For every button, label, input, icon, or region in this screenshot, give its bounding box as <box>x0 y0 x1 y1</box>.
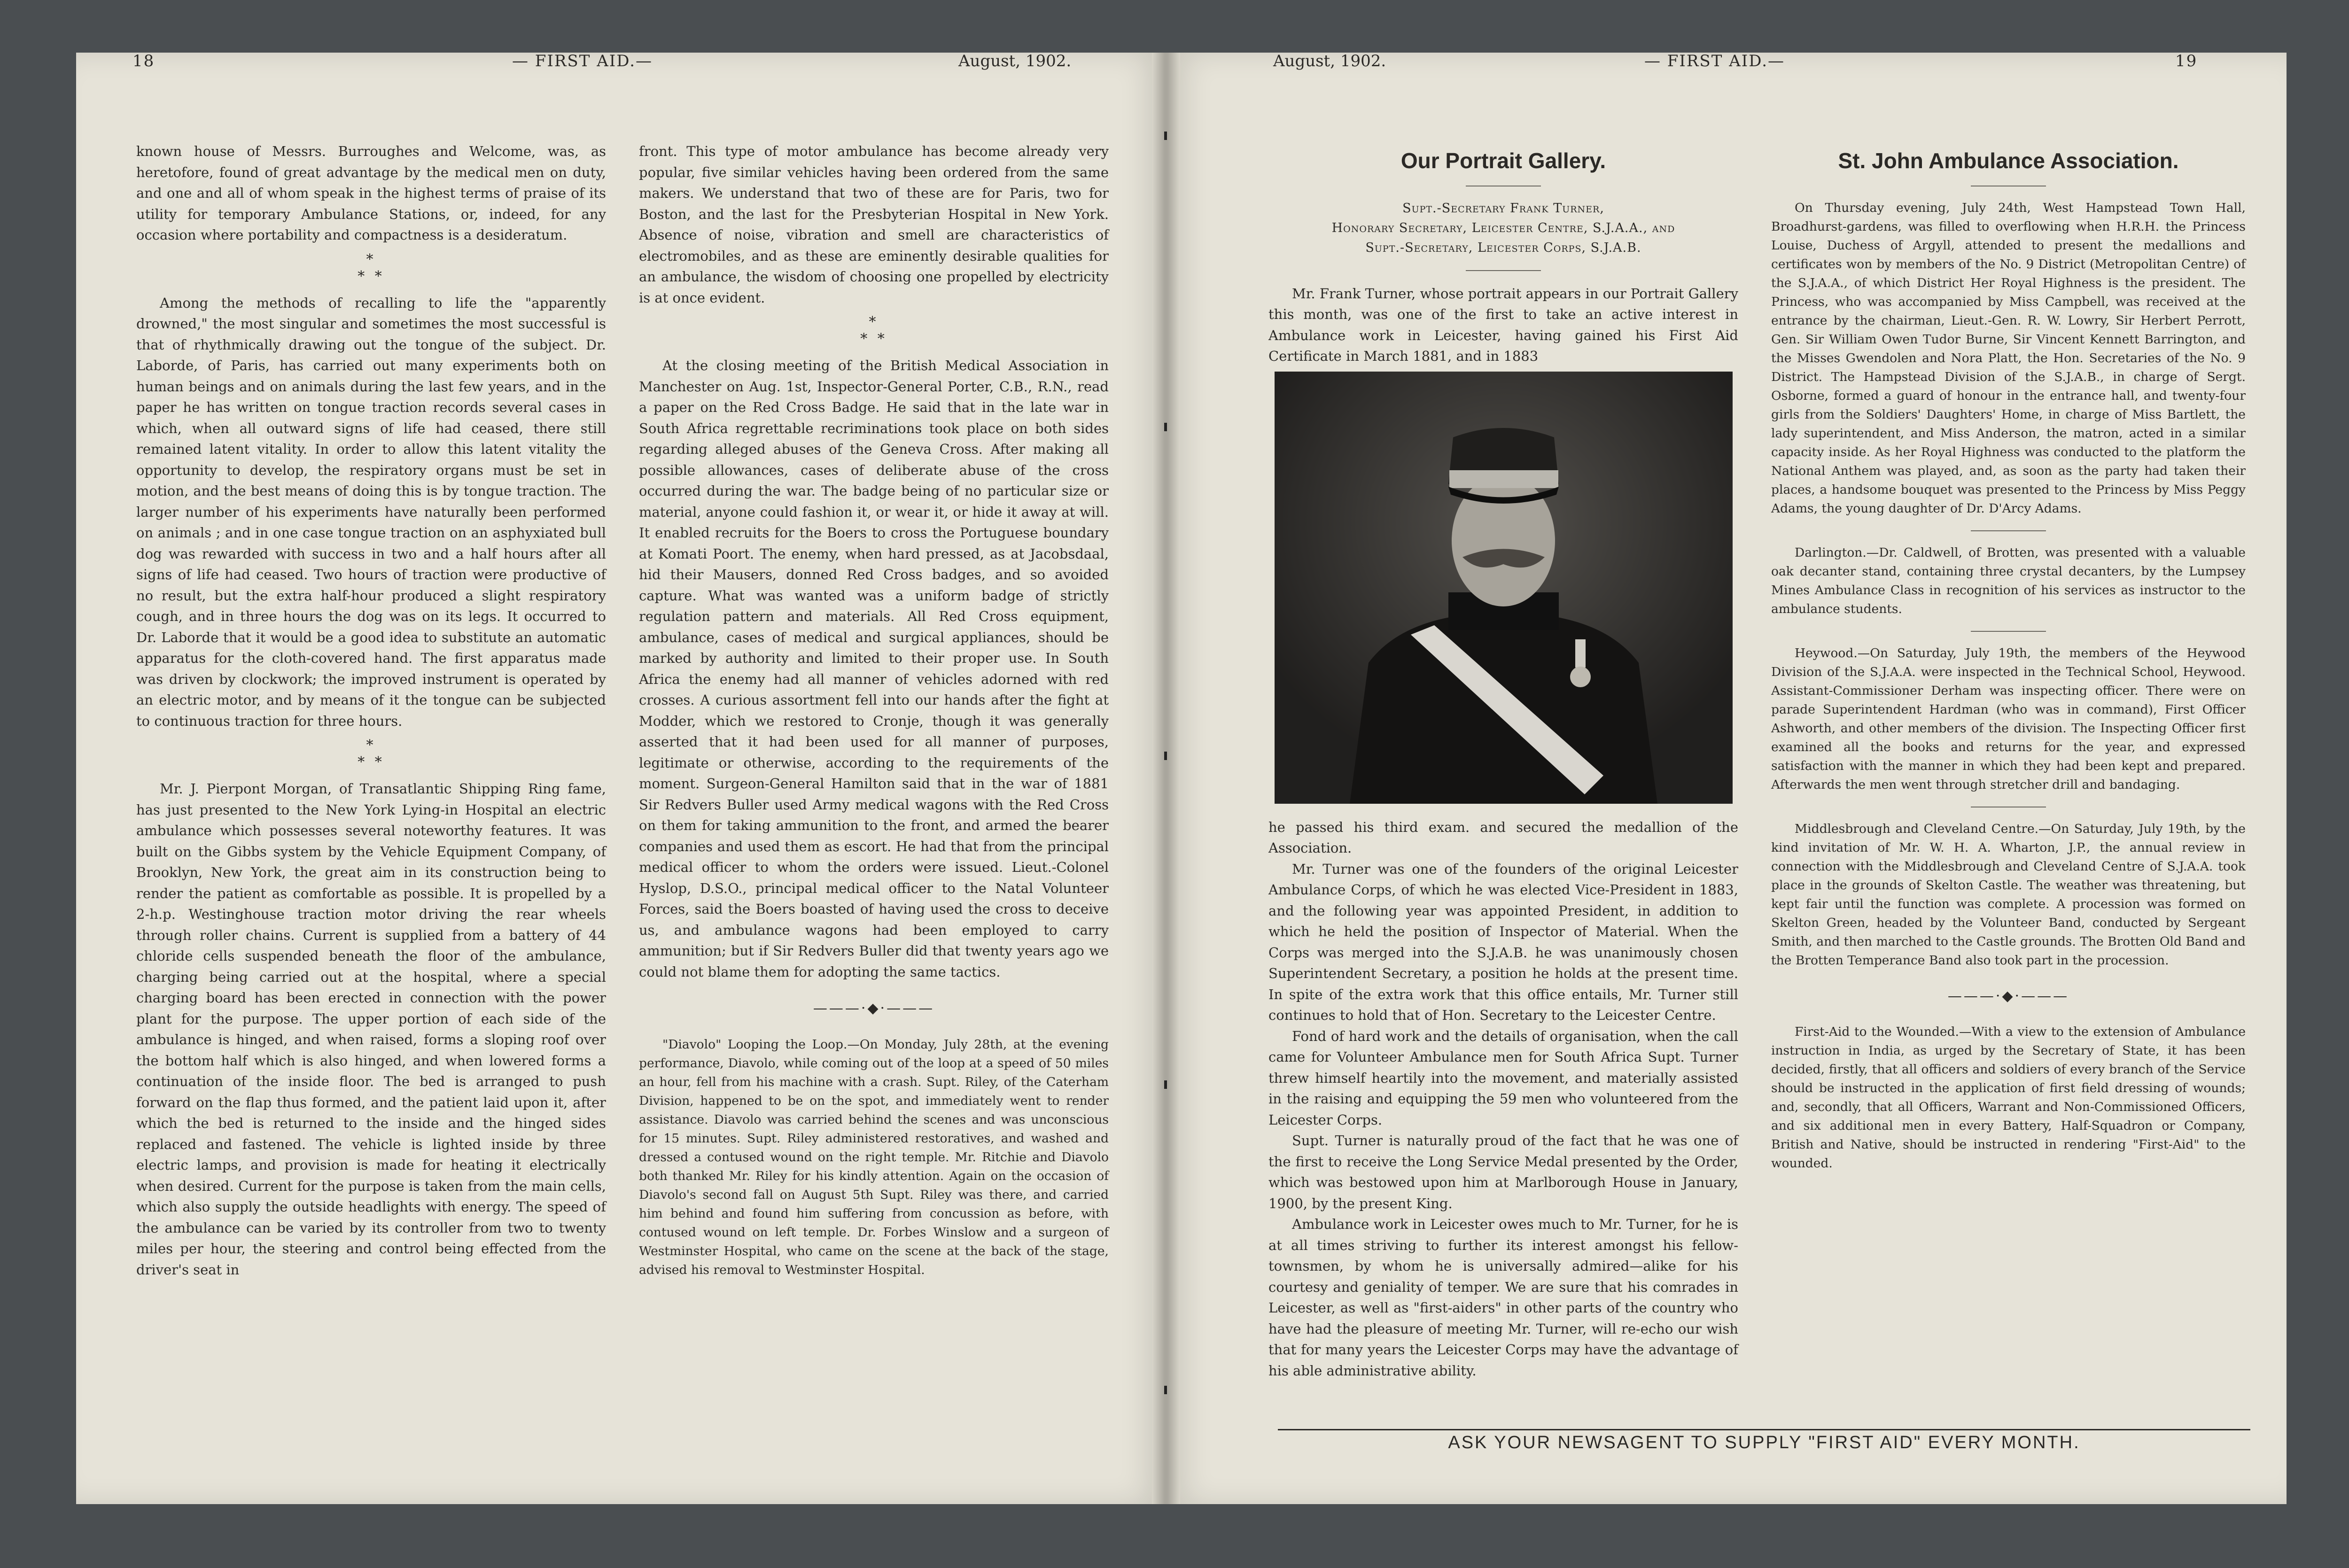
binding-mark <box>1164 752 1167 760</box>
right-running-title: — FIRST AID.— <box>1644 52 1785 70</box>
portrait-illustration <box>1275 372 1733 804</box>
left-column-2 <box>639 141 1109 1280</box>
article-paragraph: front. This type of motor ambulance has become already very popular, five similar vehicles having been ordered from the same makers. We understand that two of these are for Paris, two for Boston, and the last for the Presbyterian Hospital in New York. Absence of noise, vibration and smell are characteristics of electromobiles, and as these are eminently desirable qualities for an ambulance, the wisdom of choosing one propelled by electricity is at once evident. <box>639 143 1109 306</box>
left-running-title: — FIRST AID.— <box>512 52 653 70</box>
gallery-intro: Mr. Frank Turner, whose portrait appears in our Portrait Gallery this month, was one of the first to take an active interest in Ambulance work in Leicester, having gained his First Aid Certificate in March 1881, and in 1883 <box>1268 285 1738 364</box>
portrait-gallery-title: Our Portrait Gallery. <box>1400 148 1606 173</box>
divider <box>1971 530 2046 531</box>
section-stars: * * * <box>358 251 385 285</box>
gallery-body: he passed his third exam. and secured the medallion of the Association. <box>1268 819 1738 856</box>
section-ornament: ———·◆·——— <box>1947 987 2069 1004</box>
gallery-subtitle-3: Supt.-Secretary, Leicester Corps, S.J.A.B. <box>1365 240 1641 255</box>
gallery-subtitle-2: Honorary Secretary, Leicester Centre, S.J.A.A., and <box>1331 220 1675 235</box>
footer-advert: ASK YOUR NEWSAGENT TO SUPPLY "FIRST AID" EVERY MONTH. <box>1448 1433 2080 1452</box>
sja-paragraph: On Thursday evening, July 24th, West Hampstead Town Hall, Broadhurst-gardens, was filled to overflowing when H.R.H. the Princess Louise, Duchess of Argyll, attended to present the medallions and certificates won by members of the No. 9 District (Metropolitan Centre) of the S.J.A.A., of which District Her Royal Highness is the president. The Princess, who was accompanied by Miss Campbell, was received at the entrance by the chairman, Lieut.-Gen. R. W. Lowry, Sir Herbert Perrott, Gen. Sir William Owen Tudor Burne, Sir Vincent Kennett Barrington, and the Misses Gwendolen and Nora Platt, the Hon. Secretaries of the No. 9 District. The Hampstead Division of the S.J.A.B., in charge of Sergt. Osborne, formed a guard of honour in the entrance hall, and twenty-four girls from the Soldiers' Daughters' Home, in charge of Miss Bartlett, the lady superintendent, and Miss Anderson, the matron, acted in a similar capacity inside. As her Royal Highness was conducted to the platform the National Anthem was played, and, as soon as the party had taken their places, a handsome bouquet was presented to the Princess by Miss Peggy Adams, the young daughter of Dr. D'Arcy Adams. <box>1771 200 2246 516</box>
gallery-body: Fond of hard work and the details of organisation, when the call came for Volunteer Ambulance men for South Africa Supt. Turner threw himself heartily into the movement, and materially assisted in the raising and equipping the 59 men who volunteered from the Leicester Corps. <box>1268 1028 1738 1128</box>
gallery-body: Ambulance work in Leicester owes much to Mr. Turner, for he is at all times striving to further its interest amongst his fellow-townsmen, by whom he is universally admired—alike for his courtesy and geniality of temper. We are sure that his comrades in Leicester, as well as "first-aiders" in other parts of the country who have had the pleasure of meeting Mr. Turner, will re-echo our wish that for many years the Leicester Corps may have the advantage of his able administrative ability. <box>1268 1216 1738 1379</box>
section-stars: * * * <box>358 737 385 770</box>
binding-mark <box>1164 132 1167 140</box>
section-stars: * * * <box>860 314 887 347</box>
portrait-photo <box>1275 372 1733 804</box>
left-date: August, 1902. <box>958 52 1072 70</box>
article-tongue-traction: Among the methods of recalling to life the "apparently drowned," the most singular and sometimes the most successful is that of rhythmically drawing out the tongue of the subject. Dr. Laborde, of Paris, has carried out many experiments both on human beings and on animals during the last few years, and in the paper he has written on tongue traction records several cases in which, when all outward signs of life had ceased, there still remained latent vitality. In order to allow this latent vitality the opportunity to develop, the respiratory organs must be set in motion, and the best means of doing this is by tongue traction. The larger number of his experiments have naturally been performed on animals ; and in one case tongue traction on an asphyxiated bull dog was rewarded with success in two and a half hours after all signs of life had ceased. Two hours of traction were productive of no result, but the extra half-hour produced a slight respiratory cough, and in three hours the dog was on its legs. It occurred to Dr. Laborde that it would be a good idea to substitute an automatic apparatus for the cloth-covered hand. The first apparatus made was driven by clockwork; the improved instrument is operated by an electric motor, and by means of it the tongue can be subjected to continuous traction for three hours. <box>136 295 606 729</box>
book-gutter <box>1152 53 1180 1504</box>
portrait-gallery-column <box>1268 150 1738 1381</box>
divider <box>1466 270 1541 271</box>
article-paragraph: known house of Messrs. Burroughes and Welcome, was, as heretofore, found of great advantage by the medical men on duty, and one and all of whom speak in the highest terms of praise of its utility for temporary Ambulance Stations, or, indeed, for any occasion where portability and compactness is a desideratum. <box>136 143 606 243</box>
binding-mark <box>1164 1080 1167 1089</box>
sja-title: St. John Ambulance Association. <box>1838 148 2179 173</box>
sja-darlington: Darlington.—Dr. Caldwell, of Brotten, was presented with a valuable oak decanter stand, containing three crystal decanters, by the Lumpsey Mines Ambulance Class in recognition of his services as instructor to the ambulance students. <box>1771 545 2246 616</box>
gallery-subtitle-1: Supt.-Secretary Frank Turner, <box>1402 201 1604 216</box>
article-electric-ambulance: Mr. J. Pierpont Morgan, of Transatlantic Shipping Ring fame, has just presented to the New York Lying-in Hospital an electric ambulance which possesses several noteworthy features. It was built on the Gibbs system by the Vehicle Equipment Company, of Brooklyn, New York, the great aim in its construction being to render the patient as comfortable as possible. It is propelled by a 2-h.p. Westinghouse traction motor driving the rear wheels through roller chains. Current is supplied from a battery of 44 chloride cells suspended beneath the floor of the ambulance, charging being carried out at the hospital, where a special charging board has been erected in connection with the power plant for the purpose. The upper portion of each side of the ambulance is hinged, and when raised, forms a sloping roof over the bottom half which is also hinged, and when lowered forms a continuation of the inside floor. The bed is arranged to push forward on the flap thus formed, and the patient laid upon it, after which the bed is returned to the inside and the hinged sides replaced and fastened. The vehicle is lighted inside by three electric lamps, and provision is made for heating it electrically when desired. Current for the purpose is taken from the main cells, which also supply the outside headlights with energy. The speed of the ambulance can be varied by its controller from two to twenty miles per hour, the steering and control being effected from the driver's seat in <box>136 781 606 1278</box>
gallery-body: Supt. Turner is naturally proud of the fact that he was one of the first to receive the Long Service Medal presented by the Order, which was bestowed upon him at Marlborough House in January, 1900, by the present King. <box>1268 1133 1738 1211</box>
article-red-cross-badge: At the closing meeting of the British Medical Association in Manchester on Aug. 1st, Inspector-General Porter, C.B., R.N., read a paper on the Red Cross Badge. He said that in the late war in South Africa regrettable recriminations took place on both sides regarding alleged abuses of the Geneva Cross. After making all possible allowances, cases of deliberate abuse of the cross occurred during the war. The badge being of no particular size or material, anyone could fashion it, or wear it, or hide it away at will. It enabled recruits for the Boers to cross the Portuguese boundary at Komati Poort. The enemy, when hard pressed, as at Jacobsdaal, hid their Mausers, donned Red Cross badges, and so avoided capture. What was wanted was a uniform badge of strictly regulation pattern and materials. All Red Cross equipment, ambulance, cases of medical and surgical appliances, should be marked by authority and limited to their proper use. In South Africa the enemy had all manner of vehicles adorned with red crosses. A curious assortment fell into our hands after the fight at Modder, which we restored to Cronje, though it was generally asserted that it had been used for all manner of purposes, legitimate or otherwise, according to the requirements of the moment. Surgeon-General Hamilton said that in the war of 1881 Sir Redvers Buller used Army medical wagons with the Red Cross on them for taking ammunition to the front, and armed the bearer companies and used them as escort. He had that from the principal medical officer to whom the orders were issued. Lieut.-Colonel Hyslop, D.S.O., principal medical officer to the Natal Volunteer Forces, said the Boers boasted of having used the cross to deceive us, and ambulance wagons had been employed to carry ammunition; but if Sir Redvers Buller did that twenty years ago we could not blame them for adopting the same tactics. <box>639 357 1109 980</box>
sja-column <box>1771 150 2246 1173</box>
footer-rule <box>1278 1429 2250 1430</box>
left-column-1 <box>136 141 606 1280</box>
sja-heywood: Heywood.—On Saturday, July 19th, the members of the Heywood Division of the S.J.A.A. were inspected in the Technical School, Heywood. Assistant-Commissioner Derham was inspecting officer. There were on parade Superintendent Hardman (who was in command), First Officer Ashworth, and other members of the division. The Inspecting Officer first examined all the books and returns for the year, and expressed satisfaction with the manner in which they had been kept and prepared. Afterwards the men went through stretcher drill and bandaging. <box>1771 645 2246 792</box>
right-page-number: 19 <box>2175 52 2198 70</box>
left-page-number: 18 <box>132 52 155 70</box>
right-date: August, 1902. <box>1273 52 1386 70</box>
binding-mark <box>1164 1386 1167 1394</box>
section-ornament: ———·◆·——— <box>813 1000 935 1017</box>
gallery-body: Mr. Turner was one of the founders of the original Leicester Ambulance Corps, of which he was elected Vice-President in 1883, and the following year was appointed President, in addition to which he held the position of Inspector of Material. When the Corps was merged into the S.J.A.B. he was unanimously chosen Superintendent Secretary, a position he holds at the present time. In spite of the extra work that this office entails, Mr. Turner still continues to hold that of Hon. Secretary to the Leicester Centre. <box>1268 861 1738 1023</box>
binding-mark <box>1164 423 1167 431</box>
sja-first-aid-india: First-Aid to the Wounded.—With a view to the extension of Ambulance instruction in India, as urged by the Secretary of State, it has been decided, firstly, that all officers and soldiers of every branch of the Service should be instructed in the application of first field dressing of wounds; and, secondly, that all Officers, Warrant and Non-Commissioned Officers, and six additional men in every Battery, Half-Squadron or Company, British and Native, should be instructed in rendering "First-Aid" to the wounded. <box>1771 1025 2246 1171</box>
divider <box>1971 631 2046 632</box>
sja-middlesbrough: Middlesbrough and Cleveland Centre.—On Saturday, July 19th, by the kind invitation of Mr. W. H. A. Wharton, J.P., the annual review in connection with the Middlesbrough and Cleveland Centre of S.J.A.A. took place in the grounds of Skelton Castle. The weather was threatening, but kept fair until the function was complete. A procession was formed on Skelton Green, headed by the Volunteer Band, conducted by Sergeant Smith, and then marched to the Castle grounds. The Brotten Old Band and the Brotten Temperance Band also took part in the procession. <box>1771 821 2246 968</box>
article-diavolo: "Diavolo" Looping the Loop.—On Monday, July 28th, at the evening performance, Diavolo, while coming out of the loop at a speed of 50 miles an hour, fell from his machine with a crash. Supt. Riley, of the Caterham Division, happened to be on the spot, and immediately went to render assistance. Diavolo was carried behind the scenes and was unconscious for 15 minutes. Supt. Riley administered restoratives, and washed and dressed a contused wound on the right temple. Mr. Ritchie and Diavolo both thanked Mr. Riley for his kindly attention. Again on the occasion of Diavolo's second fall on August 5th Supt. Riley was there, and carried him behind and found him suffering from concussion as before, with contused wound on left temple. Dr. Forbes Winslow and a surgeon of Westminster Hospital, who came on the scene at the back of the stage, advised his removal to Westminster Hospital. <box>639 1037 1109 1277</box>
